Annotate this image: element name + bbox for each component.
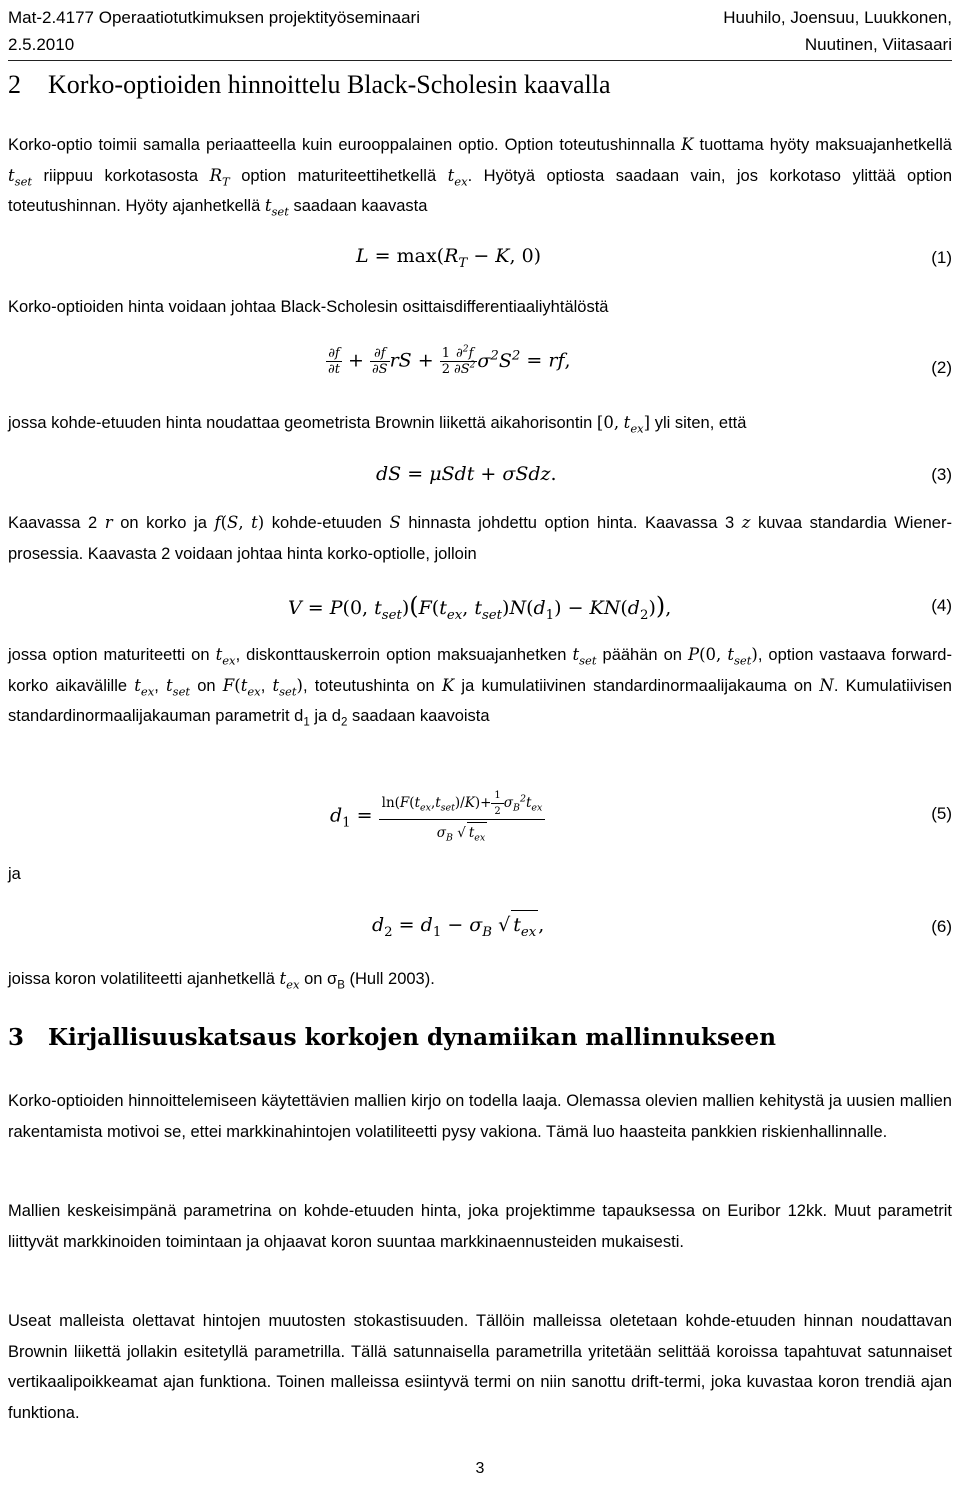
equation-4: V = P(0, $t_{set})(F(t_{ex}$, $t_{set})N(d_1) - KN(d_2)$),	[288, 592, 672, 623]
author-list	[723, 4, 952, 58]
section-2-number: 2	[8, 70, 21, 99]
paragraph-black-scholes-intro: Korko-optioiden hinta voidaan johtaa Black-Scholesin osittaisdifferentiaaliyhtälöstä	[8, 298, 609, 316]
course-title: Mat-2.4177 Operaatiotutkimuksen projektityöseminaari	[8, 8, 420, 27]
equation-3: dS = μSdt + σSdz.	[376, 463, 557, 485]
paragraph-option-parameters: jossa option maturiteetti on $t_{ex}$, diskonttauskerroin option maksuajanhetken $t_{set}$ päähän on P(0, $t_{set}$), option vastaava forward-korko aikavälille $t_{ex}$, $t_{set}$ on $F(t_{ex}$, $t_{set}$), toteutushinta on K ja kumulatiivinen standardinormaalijakauma on N. Kumulatiivisen standardinormaalijakauman parametrit $d_1$ ja $d_2$ saadaan kaavoista	[8, 645, 952, 729]
conjunction-ja: ja	[8, 865, 21, 883]
section-3-heading	[8, 1020, 776, 1056]
authors-line-2: Nuutinen, Viitasaari	[804, 35, 952, 54]
equation-6-number: (6)	[931, 917, 952, 936]
course-info	[8, 4, 420, 58]
equation-1-number: (1)	[931, 248, 952, 267]
page-number: 3	[475, 1460, 485, 1477]
paragraph-brownian: jossa kohde-etuuden hinta noudattaa geometrista Brownin liikettä aikahorisontin [0, $t_{ex}$] yli siten, että	[8, 413, 747, 436]
equation-6: $d_2 = d_1 - \sigma_B$ √ $t_{ex}$ ,	[372, 910, 544, 939]
paragraph-formula-explanation: Kaavassa 2 r on korko ja f(S, t) kohde-etuuden S hinnasta johdettu option hinta. Kaavassa 3 z kuvaa standardia Wiener-prosessia. Kaavasta 2 voidaan johtaa hinta korko-optiolle, jolloin	[8, 513, 952, 563]
equation-2-number: (2)	[931, 358, 952, 377]
equation-3-number: (3)	[931, 465, 952, 484]
paragraph-key-parameter: Mallien keskeisimpänä parametrina on kohde-etuuden hinta, joka projektimme tapauksessa on Euribor 12kk. Muut parametrit liittyvät markkinoiden toimintaan ja ohjaavat koron suuntaa markkinaennusteiden mukaisesti.	[8, 1202, 952, 1251]
page-header	[8, 0, 952, 61]
section-2-heading	[8, 68, 610, 102]
section-3-number: 3	[8, 1024, 25, 1051]
paragraph-stochastic: Useat malleista olettavat hintojen muutosten stokastisuuden. Tällöin malleissa oletetaan kohde-etuuden hinnan noudattavan Brownin liikettä jollakin esitetyllä parametrilla. Tällä satunnaisella parametrilla yritetään selittää koroissa tapahtuvat satunnaiset vertikaalipoikkeamat ajan funktiona. Toinen malleissa esiintyvä termi on niin sanottu drift-termi, joka kuvastaa koron trendiä ajan funktiona.	[8, 1312, 952, 1422]
paragraph-models-overview: Korko-optioiden hinnoittelemiseen käytettävien mallien kirjo on todella laaja. Olemassa olevien mallien kehitystä ja uusien mallien rakentamista motivoi se, ettei markkinahintojen volatiliteetti pysy vakiona. Tämä luo haasteita pankkien riskienhallinnalle.	[8, 1092, 952, 1141]
equation-2: $\frac{\partial f}{\partial t}$ + $\frac{\partial f}{\partial S}$ rS + $\frac{1}{2}$ $\frac{\partial^2f}{\partial S^2}$ $\sigma^2S^2$ = rf,	[328, 344, 571, 377]
authors-line-1: Huuhilo, Joensuu, Luukkonen,	[723, 8, 952, 27]
paragraph-volatility: joissa koron volatiliteetti ajanhetkellä $t_{ex}$ on $\sigma_B$ (Hull 2003).	[8, 969, 435, 992]
course-date: 2.5.2010	[8, 35, 75, 54]
equation-1: $L = \max(R_T - K$, 0)	[356, 245, 542, 271]
section-2-title: Korko-optioiden hinnoittelu Black-Scholesin kaavalla	[48, 70, 611, 99]
paragraph-intro: Korko-optio toimii samalla periaatteella kuin eurooppalainen optio. Option toteutushinnalla K tuottama hyöty maksuajanhetkellä $t_{set}$ riippuu korkotasosta $R_T$ option maturiteettihetkellä $t_{ex}$. Hyötyä optiosta saadaan vain, jos korkotaso ylittää option toteutushinnan. Hyöty ajanhetkellä $t_{set}$ saadaan kaavasta	[8, 135, 952, 219]
equation-5-number: (5)	[931, 804, 952, 823]
equation-5: $d_1$ = $\ln(F(t_{ex},t_{set})/K)+$ $\frac{1}{2}$ $\sigma_B^2t_{ex}$ $\sigma_B$ √ $t_{ex}$	[330, 790, 545, 843]
section-3-title: Kirjallisuuskatsaus korkojen dynamiikan mallinnukseen	[48, 1024, 776, 1051]
equation-4-number: (4)	[931, 596, 952, 615]
